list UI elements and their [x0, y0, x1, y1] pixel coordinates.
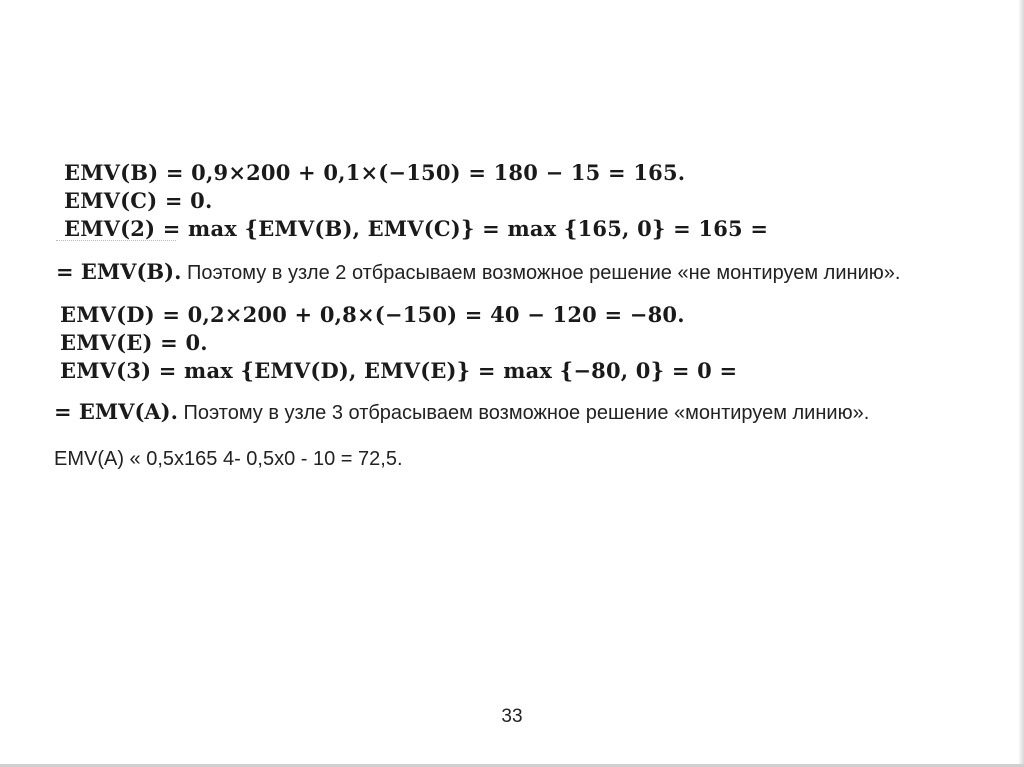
- node2-conclusion-text: Поэтому в узле 2 отбрасываем возможное решение «не монтируем линию».: [181, 262, 901, 284]
- node2-conclusion-formula: = EMV(B).: [56, 259, 182, 284]
- scan-artifact: [56, 240, 176, 245]
- node2-conclusion: [56, 259, 900, 286]
- emv-b-formula: EMV(B) = 0,9×200 + 0,1×(−150) = 180 − 15 = 165.: [64, 160, 686, 185]
- node3-conclusion: [54, 399, 869, 426]
- page-number: 33: [501, 706, 523, 727]
- emv-node2-formula: EMV(2) = max {EMV(B), EMV(C)} = max {165, 0} = 165 =: [64, 216, 769, 241]
- emv-a-final: EMV(A) « 0,5x165 4- 0,5x0 - 10 = 72,5.: [54, 448, 403, 470]
- emv-d-formula: EMV(D) = 0,2×200 + 0,8×(−150) = 40 − 120 = −80.: [60, 302, 685, 327]
- emv-c-formula: EMV(C) = 0.: [64, 188, 213, 213]
- emv-node3-formula: EMV(3) = max {EMV(D), EMV(E)} = max {−80, 0} = 0 =: [60, 358, 738, 383]
- node3-conclusion-formula: = EMV(A).: [54, 399, 178, 424]
- node3-conclusion-text: Поэтому в узле 3 отбрасываем возможное решение «монтируем линию».: [177, 402, 870, 424]
- emv-e-formula: EMV(E) = 0.: [60, 330, 208, 355]
- slide-edge-shadow: [1018, 0, 1024, 767]
